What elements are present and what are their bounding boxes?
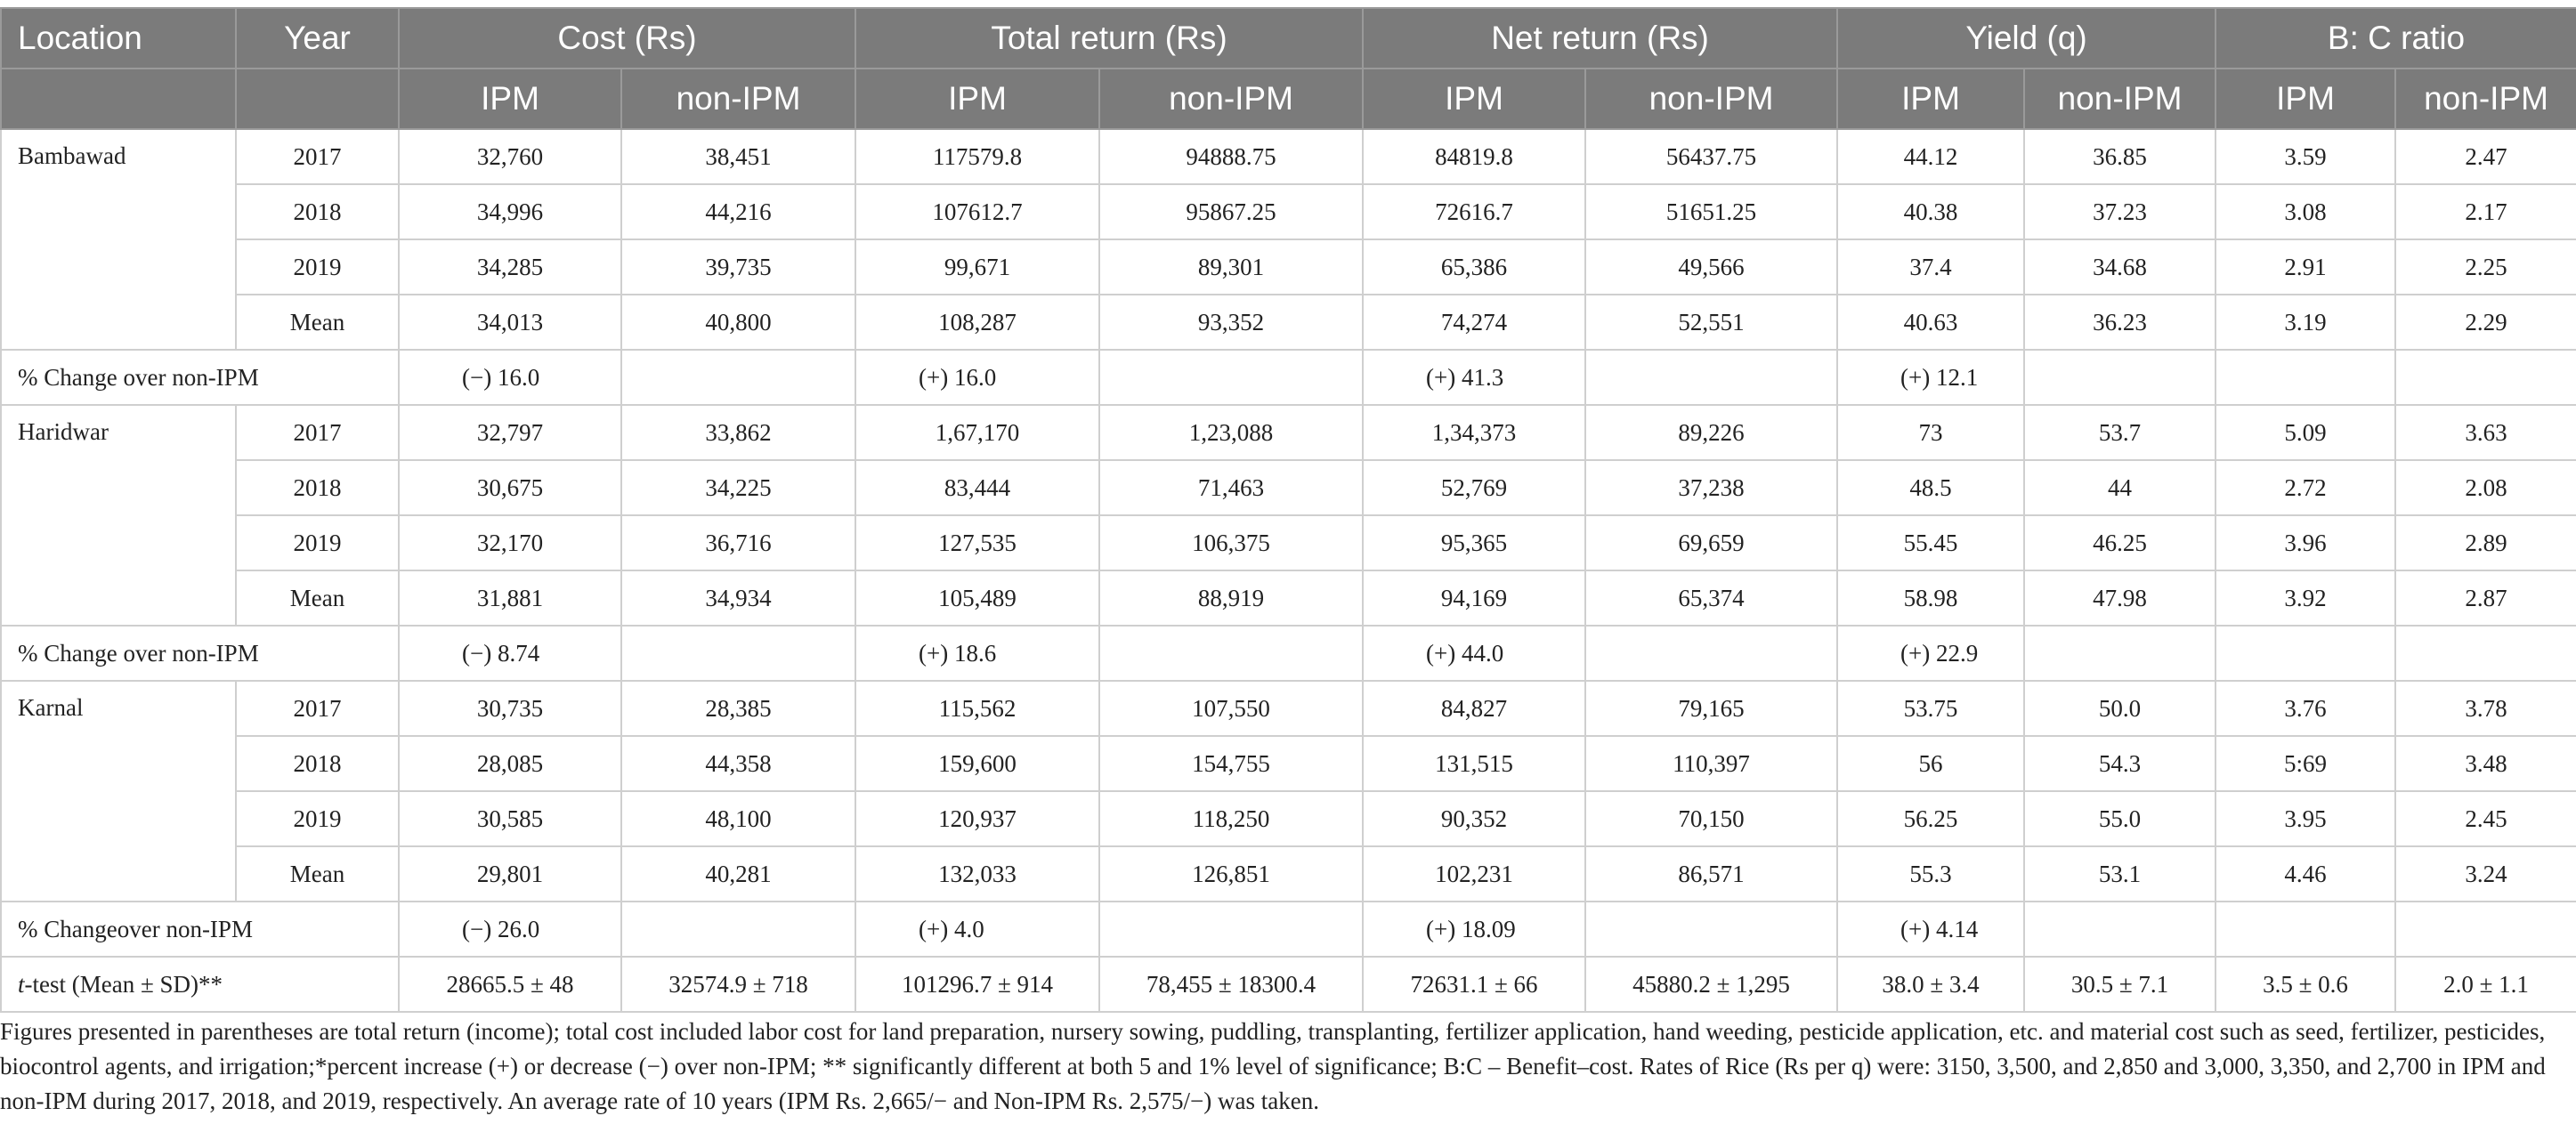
ipm-economics-table	[0, 7, 2576, 1013]
cell: 84,827	[1363, 681, 1585, 736]
cell: 3.19	[2216, 295, 2395, 350]
cell: 117579.8	[855, 129, 1099, 184]
cell	[1099, 902, 1363, 957]
cell: 107,550	[1099, 681, 1363, 736]
cell	[1099, 350, 1363, 405]
cell: 2018	[236, 460, 399, 515]
cell: 40.63	[1837, 295, 2024, 350]
cell: 3.48	[2395, 736, 2576, 791]
cell: 47.98	[2024, 570, 2216, 626]
table-row	[1, 405, 2576, 460]
pct-change-label: % Change over non-IPM	[1, 626, 399, 681]
cell: 37.4	[1837, 239, 2024, 295]
subheader-non-ipm: non-IPM	[2395, 69, 2576, 129]
cell: 53.1	[2024, 846, 2216, 902]
subheader-ipm: IPM	[855, 69, 1099, 129]
cell: 120,937	[855, 791, 1099, 846]
cell: Mean	[236, 846, 399, 902]
cell: 36.23	[2024, 295, 2216, 350]
cell: 44,358	[621, 736, 855, 791]
cell: 69,659	[1585, 515, 1837, 570]
cell: Mean	[236, 295, 399, 350]
cell: 36.85	[2024, 129, 2216, 184]
cell	[2395, 350, 2576, 405]
subheader-ipm: IPM	[2216, 69, 2395, 129]
cell: 34,934	[621, 570, 855, 626]
header-cost: Cost (Rs)	[399, 8, 855, 69]
table-row	[1, 184, 2576, 239]
ttest-label-rest: -test (Mean ± SD)**	[24, 970, 223, 998]
table-row	[1, 846, 2576, 902]
cell: 84819.8	[1363, 129, 1585, 184]
cell: 44	[2024, 460, 2216, 515]
subheader-ipm: IPM	[1363, 69, 1585, 129]
cell: 106,375	[1099, 515, 1363, 570]
cell: Mean	[236, 570, 399, 626]
cell: 40,281	[621, 846, 855, 902]
cell: 3.76	[2216, 681, 2395, 736]
table-row	[1, 736, 2576, 791]
cell: 73	[1837, 405, 2024, 460]
cell: 53.75	[1837, 681, 2024, 736]
cell: 94,169	[1363, 570, 1585, 626]
cell: (+) 12.1	[1837, 350, 2024, 405]
cell: 30,675	[399, 460, 621, 515]
subheader-ipm: IPM	[399, 69, 621, 129]
cell: 28665.5 ± 48	[399, 957, 621, 1012]
ttest-label	[1, 957, 399, 1012]
cell: 45880.2 ± 1,295	[1585, 957, 1837, 1012]
cell: 2.45	[2395, 791, 2576, 846]
cell: 127,535	[855, 515, 1099, 570]
cell: 56	[1837, 736, 2024, 791]
cell: 102,231	[1363, 846, 1585, 902]
footnote-text: Figures presented in parentheses are total return (income); total cost included labor cost for land preparation, nursery sowing, puddling, transplanting, fertilizer application, hand weeding, pesticide application, etc. and material cost such as seed, fertilizer, pesticides, biocontrol agents, and irrigation;*percent increase (+) or decrease (−) over non-IPM; ** significantly different at both 5 and 1% level of significance; B:C – Benefit–cost. Rates of Rice (Rs per q) were: 3150, 3,500, and 2,850 and 3,000, 3,350, and 2,700 in IPM and non-IPM during 2017, 2018, and 2019, respectively. An average rate of 10 years (IPM Rs. 2,665/− and Non-IPM Rs. 2,575/−) was taken.	[0, 1018, 2546, 1114]
subheader-non-ipm: non-IPM	[2024, 69, 2216, 129]
cell: (−) 26.0	[399, 902, 621, 957]
cell: 2018	[236, 736, 399, 791]
cell: 55.3	[1837, 846, 2024, 902]
cell: 39,735	[621, 239, 855, 295]
table-footnote	[0, 1015, 2564, 1119]
cell	[2216, 626, 2395, 681]
cell	[1099, 626, 1363, 681]
cell: (+) 44.0	[1363, 626, 1585, 681]
cell: 105,489	[855, 570, 1099, 626]
cell	[621, 626, 855, 681]
cell	[2024, 350, 2216, 405]
cell: 53.7	[2024, 405, 2216, 460]
cell: 107612.7	[855, 184, 1099, 239]
cell: 31,881	[399, 570, 621, 626]
cell: 30,585	[399, 791, 621, 846]
cell: 28,385	[621, 681, 855, 736]
ttest-label-italic: t	[18, 970, 25, 998]
cell: (+) 41.3	[1363, 350, 1585, 405]
cell: 34,225	[621, 460, 855, 515]
cell: 55.45	[1837, 515, 2024, 570]
cell	[1585, 626, 1837, 681]
cell: 29,801	[399, 846, 621, 902]
cell: 40,800	[621, 295, 855, 350]
cell: 5:69	[2216, 736, 2395, 791]
cell: 38,451	[621, 129, 855, 184]
header-row-subcols	[1, 69, 2576, 129]
cell: 2019	[236, 791, 399, 846]
table-row	[1, 350, 2576, 405]
cell	[621, 350, 855, 405]
cell: 95,365	[1363, 515, 1585, 570]
cell: 3.24	[2395, 846, 2576, 902]
cell: 3.96	[2216, 515, 2395, 570]
cell: 34,285	[399, 239, 621, 295]
cell	[1585, 350, 1837, 405]
cell: 2.25	[2395, 239, 2576, 295]
cell: 34,013	[399, 295, 621, 350]
cell: 51651.25	[1585, 184, 1837, 239]
header-blank	[1, 69, 236, 129]
cell	[2216, 902, 2395, 957]
cell	[2216, 350, 2395, 405]
cell: 34,996	[399, 184, 621, 239]
cell: 52,769	[1363, 460, 1585, 515]
cell: 118,250	[1099, 791, 1363, 846]
cell: 48,100	[621, 791, 855, 846]
cell: 126,851	[1099, 846, 1363, 902]
cell: 40.38	[1837, 184, 2024, 239]
cell: 93,352	[1099, 295, 1363, 350]
cell	[2395, 626, 2576, 681]
header-net-return: Net return (Rs)	[1363, 8, 1837, 69]
cell: 2.87	[2395, 570, 2576, 626]
cell: 44,216	[621, 184, 855, 239]
cell: 34.68	[2024, 239, 2216, 295]
cell: 3.5 ± 0.6	[2216, 957, 2395, 1012]
cell: 88,919	[1099, 570, 1363, 626]
cell: 44.12	[1837, 129, 2024, 184]
cell: 1,67,170	[855, 405, 1099, 460]
table-row	[1, 626, 2576, 681]
cell: 2018	[236, 184, 399, 239]
cell: 83,444	[855, 460, 1099, 515]
cell: 30,735	[399, 681, 621, 736]
pct-change-label: % Changeover non-IPM	[1, 902, 399, 957]
cell: 50.0	[2024, 681, 2216, 736]
cell: 101296.7 ± 914	[855, 957, 1099, 1012]
header-blank	[236, 69, 399, 129]
cell: 71,463	[1099, 460, 1363, 515]
cell: 79,165	[1585, 681, 1837, 736]
cell	[621, 902, 855, 957]
cell: 1,23,088	[1099, 405, 1363, 460]
table-row	[1, 902, 2576, 957]
subheader-non-ipm: non-IPM	[1099, 69, 1363, 129]
cell	[1585, 902, 1837, 957]
cell: 2.0 ± 1.1	[2395, 957, 2576, 1012]
cell: 5.09	[2216, 405, 2395, 460]
table-row	[1, 681, 2576, 736]
cell: 56.25	[1837, 791, 2024, 846]
cell: 115,562	[855, 681, 1099, 736]
cell: 54.3	[2024, 736, 2216, 791]
cell	[2395, 902, 2576, 957]
cell: (−) 8.74	[399, 626, 621, 681]
cell: 65,374	[1585, 570, 1837, 626]
cell: 38.0 ± 3.4	[1837, 957, 2024, 1012]
subheader-ipm: IPM	[1837, 69, 2024, 129]
cell: 2.72	[2216, 460, 2395, 515]
cell: 2017	[236, 129, 399, 184]
cell: 33,862	[621, 405, 855, 460]
cell: 2.08	[2395, 460, 2576, 515]
cell: (+) 4.0	[855, 902, 1099, 957]
cell: 56437.75	[1585, 129, 1837, 184]
pct-change-label: % Change over non-IPM	[1, 350, 399, 405]
cell: 36,716	[621, 515, 855, 570]
cell: 3.08	[2216, 184, 2395, 239]
cell: 30.5 ± 7.1	[2024, 957, 2216, 1012]
cell: 2019	[236, 515, 399, 570]
cell: 132,033	[855, 846, 1099, 902]
cell: 99,671	[855, 239, 1099, 295]
cell: 159,600	[855, 736, 1099, 791]
cell: 37.23	[2024, 184, 2216, 239]
header-total-return: Total return (Rs)	[855, 8, 1363, 69]
cell: 1,34,373	[1363, 405, 1585, 460]
header-row-groups	[1, 8, 2576, 69]
cell: 94888.75	[1099, 129, 1363, 184]
table-row	[1, 460, 2576, 515]
cell: 131,515	[1363, 736, 1585, 791]
cell: 2.29	[2395, 295, 2576, 350]
subheader-non-ipm: non-IPM	[1585, 69, 1837, 129]
cell	[2024, 902, 2216, 957]
cell: 74,274	[1363, 295, 1585, 350]
cell: (+) 18.6	[855, 626, 1099, 681]
cell: 58.98	[1837, 570, 2024, 626]
cell: 65,386	[1363, 239, 1585, 295]
cell: 108,287	[855, 295, 1099, 350]
cell: 49,566	[1585, 239, 1837, 295]
cell: 110,397	[1585, 736, 1837, 791]
cell: (+) 4.14	[1837, 902, 2024, 957]
cell: 89,226	[1585, 405, 1837, 460]
cell: 48.5	[1837, 460, 2024, 515]
cell: 2.47	[2395, 129, 2576, 184]
header-yield: Yield (q)	[1837, 8, 2216, 69]
header-year: Year	[236, 8, 399, 69]
cell: (+) 18.09	[1363, 902, 1585, 957]
cell: 55.0	[2024, 791, 2216, 846]
cell: 154,755	[1099, 736, 1363, 791]
table-row	[1, 239, 2576, 295]
table-row	[1, 515, 2576, 570]
cell: 86,571	[1585, 846, 1837, 902]
cell: 32,797	[399, 405, 621, 460]
cell: 37,238	[1585, 460, 1837, 515]
cell: 52,551	[1585, 295, 1837, 350]
cell: 2.91	[2216, 239, 2395, 295]
cell: 2017	[236, 681, 399, 736]
cell: 78,455 ± 18300.4	[1099, 957, 1363, 1012]
cell: 3.59	[2216, 129, 2395, 184]
cell: (−) 16.0	[399, 350, 621, 405]
cell: 72616.7	[1363, 184, 1585, 239]
cell: 2.89	[2395, 515, 2576, 570]
header-bc-ratio: B: C ratio	[2216, 8, 2576, 69]
header-location: Location	[1, 8, 236, 69]
cell: 4.46	[2216, 846, 2395, 902]
cell: 72631.1 ± 66	[1363, 957, 1585, 1012]
cell: 89,301	[1099, 239, 1363, 295]
cell: 2.17	[2395, 184, 2576, 239]
table-row	[1, 791, 2576, 846]
cell: 28,085	[399, 736, 621, 791]
cell: 3.92	[2216, 570, 2395, 626]
table-row	[1, 570, 2576, 626]
table-row	[1, 295, 2576, 350]
cell: 70,150	[1585, 791, 1837, 846]
table-row-ttest	[1, 957, 2576, 1012]
location-cell: Bambawad	[1, 129, 236, 350]
location-cell: Karnal	[1, 681, 236, 902]
cell: 95867.25	[1099, 184, 1363, 239]
cell: 32,760	[399, 129, 621, 184]
cell: 2017	[236, 405, 399, 460]
cell: 32,170	[399, 515, 621, 570]
cell: (+) 22.9	[1837, 626, 2024, 681]
cell: 3.95	[2216, 791, 2395, 846]
cell: 32574.9 ± 718	[621, 957, 855, 1012]
cell: 3.63	[2395, 405, 2576, 460]
cell: 46.25	[2024, 515, 2216, 570]
cell	[2024, 626, 2216, 681]
subheader-non-ipm: non-IPM	[621, 69, 855, 129]
cell: 90,352	[1363, 791, 1585, 846]
table-row	[1, 129, 2576, 184]
cell: 2019	[236, 239, 399, 295]
location-cell: Haridwar	[1, 405, 236, 626]
cell: 3.78	[2395, 681, 2576, 736]
cell: (+) 16.0	[855, 350, 1099, 405]
